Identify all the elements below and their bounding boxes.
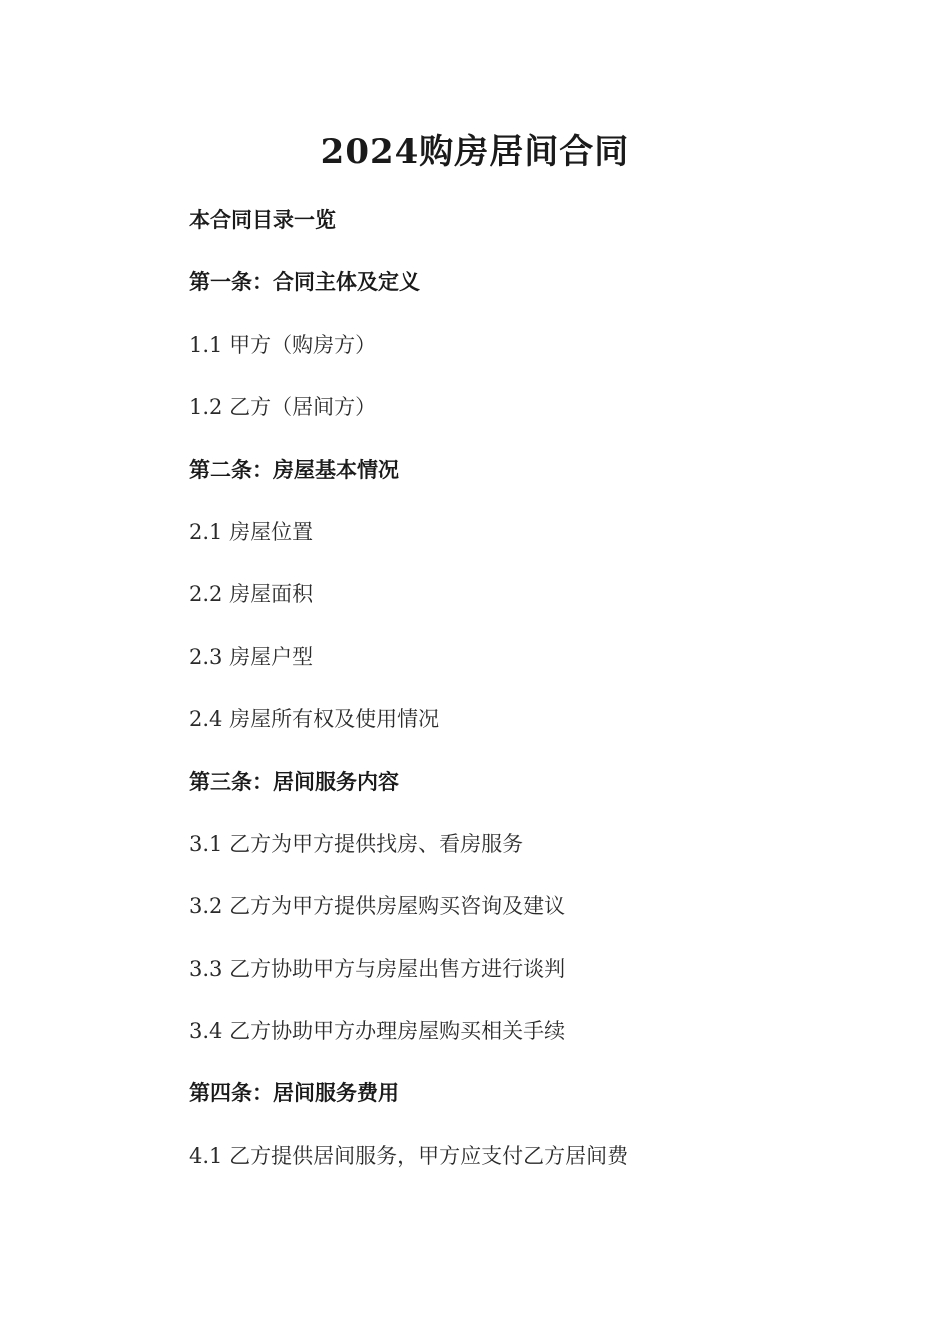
toc-item-3-3: 3.3 乙方协助甲方与房屋出售方进行谈判 xyxy=(189,956,566,981)
document-title: 2024购房居间合同 xyxy=(320,132,630,172)
toc-item-2-2: 2.2 房屋面积 xyxy=(189,582,314,607)
toc-section-4: 第四条：居间服务费用 xyxy=(189,1081,399,1106)
toc-section-1: 第一条：合同主体及定义 xyxy=(189,270,420,295)
toc-section-2: 第二条：房屋基本情况 xyxy=(189,457,399,482)
toc-section-3: 第三条：居间服务内容 xyxy=(189,769,399,794)
toc-item-1-2: 1.2 乙方（居间方） xyxy=(189,395,377,420)
toc-item-3-1: 3.1 乙方为甲方提供找房、看房服务 xyxy=(189,831,524,856)
toc-item-3-2: 3.2 乙方为甲方提供房屋购买咨询及建议 xyxy=(189,894,566,919)
toc-item-4-1: 4.1 乙方提供居间服务，甲方应支付乙方居间费 xyxy=(189,1143,629,1168)
toc-item-2-3: 2.3 房屋户型 xyxy=(189,644,314,669)
toc-item-2-4: 2.4 房屋所有权及使用情况 xyxy=(189,707,440,732)
toc-item-2-1: 2.1 房屋位置 xyxy=(189,519,314,544)
toc-item-3-4: 3.4 乙方协助甲方办理房屋购买相关手续 xyxy=(189,1019,566,1044)
table-of-contents xyxy=(189,200,889,1198)
toc-heading-overview: 本合同目录一览 xyxy=(189,208,336,232)
toc-item-1-1: 1.1 甲方（购房方） xyxy=(189,332,377,357)
